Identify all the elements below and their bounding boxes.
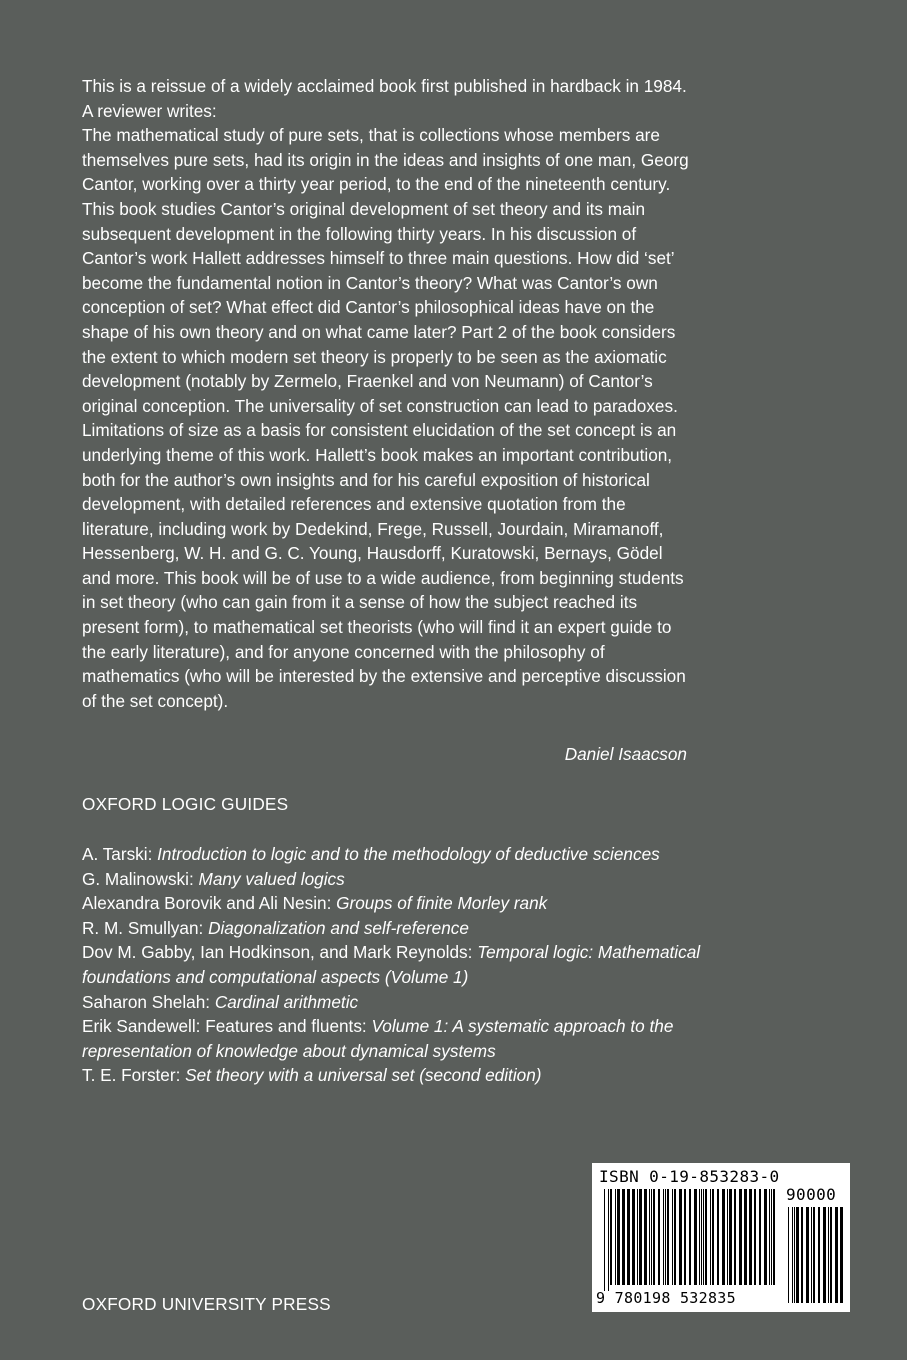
barcode-bar <box>699 1189 700 1285</box>
barcode-bar <box>792 1207 793 1303</box>
barcode-bar <box>627 1189 630 1285</box>
barcode-bar <box>604 1189 605 1291</box>
series-entry <box>82 990 702 1015</box>
series-entry <box>82 842 702 867</box>
barcode-bar <box>823 1207 826 1303</box>
barcode-bar <box>794 1207 795 1303</box>
barcode-bar <box>679 1189 682 1285</box>
barcode-bar <box>649 1189 650 1285</box>
barcode-bar <box>617 1189 620 1285</box>
entry-author: A. Tarski: <box>82 844 158 864</box>
barcode-bar <box>665 1189 666 1285</box>
entry-work: Diagonalization and self-reference <box>208 917 469 938</box>
barcode-bar <box>744 1189 747 1285</box>
series-entry <box>82 916 702 941</box>
barcode-bar <box>684 1189 686 1285</box>
barcode-bar <box>644 1189 647 1285</box>
ean-number: 9 780198 532835 <box>596 1289 736 1307</box>
entry-work: Temporal logic: Mathematical foundations and computational aspects (Volume 1) <box>82 942 701 987</box>
barcode-bar <box>806 1207 809 1303</box>
barcode-bar <box>674 1189 676 1285</box>
entry-author: Erik Sandewell: <box>82 1016 206 1037</box>
barcode-bar <box>651 1189 652 1285</box>
series-entry <box>82 1014 702 1063</box>
barcode-bar <box>796 1207 799 1303</box>
entry-work: Volume 1: A systematic approach to the representation of knowledge about dynamical systems <box>82 1016 674 1061</box>
barcode-bar <box>769 1189 770 1285</box>
barcode-bar <box>615 1189 616 1285</box>
barcode-bar <box>663 1189 664 1285</box>
barcode-bar <box>610 1189 612 1285</box>
barcode-bar <box>754 1189 756 1285</box>
barcode-bar <box>811 1207 812 1303</box>
barcode-bar <box>830 1207 832 1303</box>
entry-author: G. Malinowski: <box>82 868 199 889</box>
price-code: 90000 <box>786 1185 837 1204</box>
barcode-bar <box>712 1189 714 1285</box>
blurb-paragraph: This is a reissue of a widely acclaimed book first published in hardback in 1984. A reviewer writes: The mathematical study of pure sets, that is collections whose members are themselves pure sets, had its origin in the ideas and insights of one man, Georg Cantor, working over a thirty year period, to the end of the nineteenth century. This book studies Cantor’s original development of set theory and its main subsequent development in the following thirty years. In his discussion of Cantor’s work Hallett addresses himself to three main questions. How did ‘set’ become the fundamental notion in Cantor’s theory? What was Cantor’s own conception of set? What effect did Cantor’s philosophical ideas have on the shape of his own theory and on what came later? Part 2 of the book considers the extent to which modern set theory is properly to be seen as the axiomatic development (notably by Zermelo, Fraenkel and von Neumann) of Cantor’s original conception. The universality of set construction can lead to paradoxes. Limitations of size as a basis for consistent elucidation of the set concept is an underlying theme of this work. Hallett’s book makes an important contribution, both for the author’s own insights and for his careful exposition of historical development, with detailed references and extensive quotation from the literature, including work by Dedekind, Frege, Russell, Jourdain, Miramanoff, Hessenberg, W. H. and G. C. Young, Hausdorff, Kuratowski, Bernays, Gödel and more. This book will be of use to a wide audience, from beginning students in set theory (who can gain from it a sense of how the subject reached its present form), to mathematical set theorists (who will find it an expert guide to the early literature), and for anyone concerned with the philosophy of mathematics (who will be interested by the extensive and perceptive discussion of the set concept). <box>82 76 689 711</box>
barcode-bar <box>689 1189 691 1285</box>
barcode-bar <box>722 1189 725 1285</box>
barcode-bar <box>701 1189 702 1285</box>
barcode-bar <box>729 1189 732 1285</box>
barcode-bar <box>608 1189 609 1291</box>
barcode-bar <box>632 1189 635 1285</box>
barcode-bar <box>788 1207 789 1303</box>
entry-work: Groups of finite Morley rank <box>336 893 548 914</box>
entry-author: Saharon Shelah: <box>82 991 215 1012</box>
barcode-bar <box>705 1189 707 1285</box>
barcode-bar <box>667 1189 669 1285</box>
barcode-bar <box>773 1189 775 1285</box>
series-title: OXFORD LOGIC GUIDES <box>82 794 289 814</box>
barcode-bar <box>813 1207 815 1303</box>
barcode-bar <box>739 1189 742 1285</box>
barcode-bar <box>771 1189 772 1285</box>
blurb-text <box>82 74 694 713</box>
barcode-bar <box>840 1207 843 1303</box>
barcode-bar <box>764 1189 767 1285</box>
entry-work: Cardinal arithmetic <box>214 991 359 1012</box>
barcode-bar <box>622 1189 625 1285</box>
barcode-bar <box>658 1189 660 1285</box>
publisher-name: OXFORD UNIVERSITY PRESS <box>82 1294 331 1314</box>
entry-author: Dov M. Gabby, Ian Hodkinson, and Mark Reynolds: <box>82 942 478 963</box>
barcode-bar <box>734 1189 736 1285</box>
barcode-bar <box>828 1207 829 1303</box>
barcode-bar <box>703 1189 704 1285</box>
series-entry <box>82 1063 702 1088</box>
entry-author: T. E. Forster: <box>82 1065 186 1086</box>
barcode-bar <box>818 1207 820 1303</box>
barcode-bar <box>639 1189 642 1285</box>
isbn-number: ISBN 0-19-853283-0 <box>599 1167 780 1186</box>
entry-work: Many valued logics <box>198 868 345 889</box>
entry-plain: Features and fluents: <box>205 1016 372 1037</box>
series-list <box>82 842 702 1088</box>
series-entry <box>82 940 702 989</box>
barcode-bar <box>710 1189 711 1285</box>
barcode-bar <box>672 1189 673 1285</box>
isbn-barcode <box>592 1163 850 1312</box>
entry-author: R. M. Smullyan: <box>82 917 209 938</box>
barcode-bar <box>727 1189 728 1285</box>
barcode-bar <box>801 1207 803 1303</box>
barcode-bar <box>749 1189 752 1285</box>
series-entry <box>82 891 702 916</box>
barcode-bar <box>653 1189 655 1285</box>
barcode-bar <box>637 1189 638 1285</box>
barcode-bar <box>835 1207 838 1303</box>
barcode-bar <box>694 1189 697 1285</box>
barcode-bar <box>759 1189 761 1285</box>
entry-work: Introduction to logic and to the methodology of deductive sciences <box>157 844 660 864</box>
entry-work: Set theory with a universal set (second edition) <box>185 1065 542 1086</box>
reviewer-attribution: Daniel Isaacson <box>564 744 687 764</box>
series-entry <box>82 867 702 892</box>
entry-author: Alexandra Borovik and Ali Nesin: <box>82 893 337 914</box>
barcode-bar <box>717 1189 719 1285</box>
